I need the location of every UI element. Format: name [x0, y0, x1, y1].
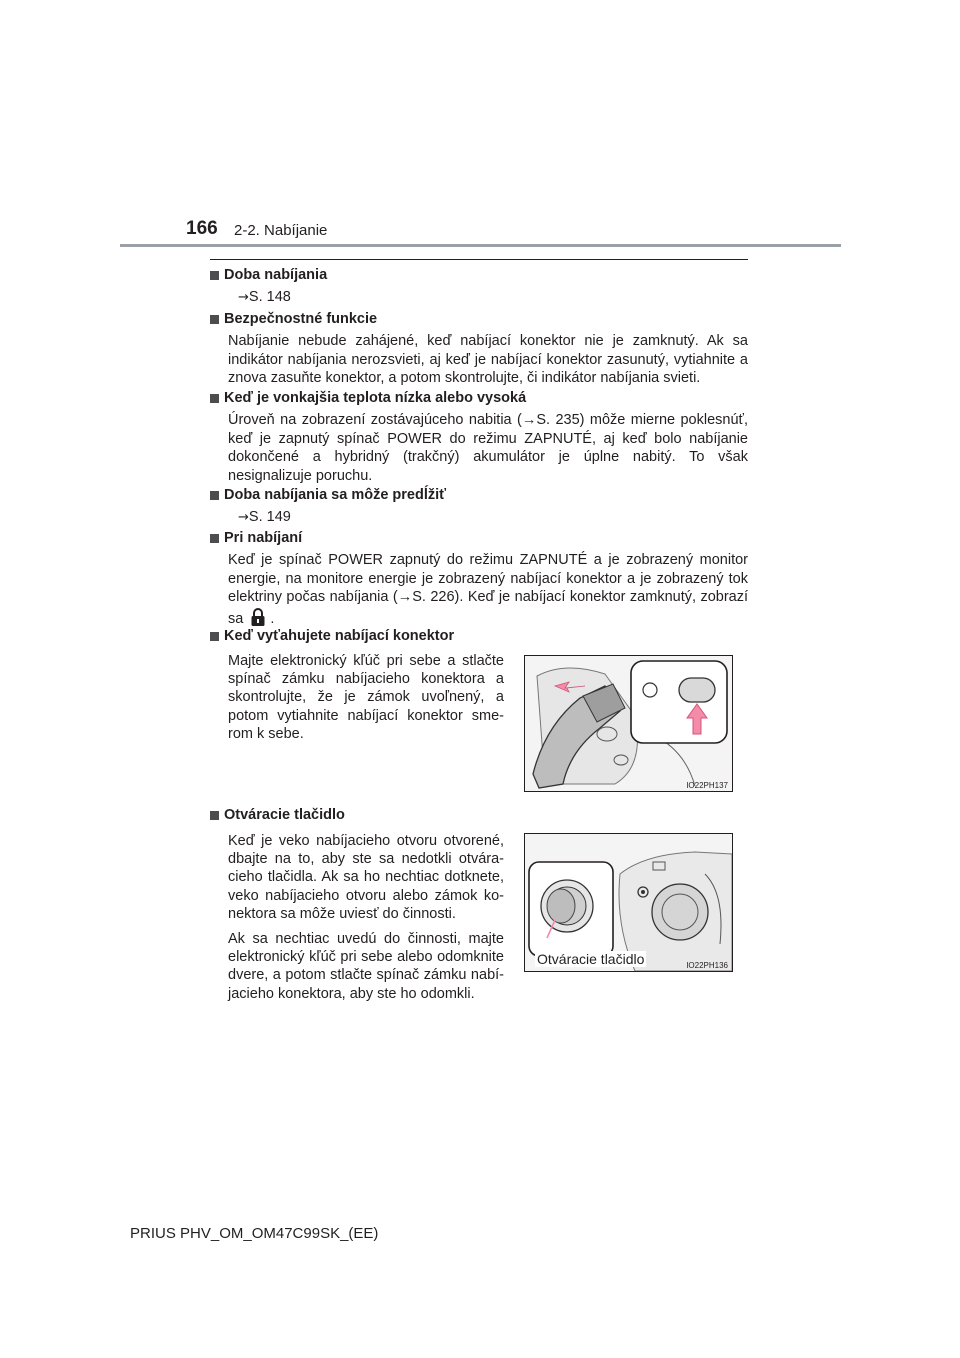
section-body: Majte elektronický kľúč pri sebe a stlačte spínač zámku nabíjacieho konektora a skontrolujte, že je zámok uvoľnený, a potom vytiahnite nabíjací konektor sme-rom k sebe.: [228, 653, 504, 742]
section-body: Úroveň na zobrazení zostávajúceho nabitia (→S. 235) môže mierne poklesnúť, keď je zapnutý spínač POWER do režimu ZAPNUTÉ, aj keď bolo nabíjanie dokončené a hybridný (trakčný) akumulátor je úplne nabitý. To však nesignalizuje poruchu.: [228, 412, 748, 484]
arrow-icon: →: [238, 290, 249, 305]
section-outside-temperature: [210, 388, 748, 485]
section-charging-time: [210, 265, 748, 305]
section-body: Keď je spínač POWER zapnutý do režimu ZAPNUTÉ a je zobrazený monitor energie, na monitore energie je zobrazený nabíjací konektor a je zobrazený tok elektriny počas nabíjania (→S. 226). Keď je nabíjací konektor zamknutý, zobrazí sa .: [228, 551, 748, 632]
open-button-figure: [524, 833, 733, 972]
section-safety-functions: [210, 309, 748, 388]
section-body: Keď je veko nabíjacieho otvoru otvorené, dbajte na to, aby ste sa nedotkli otvára-cieho tlačidla. Ak sa ho nechtiac dotknete, veko nabíjacieho otvoru alebo zámok ko-nektora sa môže uviesť do činnosti. Ak sa nechtiac uvedú do činnosti, majte elektronický kľúč pri sebe alebo odomknite dvere, a potom stlačte spínač zámku nabí-jacieho konektora, aby ste ho odomkli.: [228, 833, 504, 1002]
section-charging-time-longer: [210, 485, 748, 525]
section-heading: Keď vyťahujete nabíjací konektor: [224, 628, 455, 644]
section-heading: Otváracie tlačidlo: [224, 807, 345, 823]
section-body: Nabíjanie nebude zahájené, keď nabíjací konektor nie je zamknutý. Ak sa indikátor nabíjania nerozsvieti, aj keď je nabíjací konektor zasunutý, vytiahnite a znova zasuňte konektor, a potom skontrolujte, či indikátor nabíjania svieti.: [228, 333, 748, 386]
section-heading: Bezpečnostné funkcie: [224, 311, 378, 327]
page-reference: →S. 148: [238, 289, 291, 305]
section-removing-connector: [210, 626, 748, 646]
section-heading: Keď je vonkajšia teplota nízka alebo vysoká: [224, 390, 527, 406]
page-reference: →S. 149: [238, 509, 291, 525]
bullet-icon: [210, 491, 219, 500]
connector-unlock-figure: [524, 655, 733, 792]
section-heading: Doba nabíjania: [224, 267, 328, 283]
page-number: 166: [186, 218, 218, 239]
bullet-icon: [210, 315, 219, 324]
figure-code: IO22PH136: [686, 961, 728, 970]
bullet-icon: [210, 394, 219, 403]
bullet-icon: [210, 271, 219, 280]
bullet-icon: [210, 811, 219, 820]
content-rule: [210, 259, 748, 260]
figure-label: Otváracie tlačidlo: [537, 951, 645, 967]
section-heading: Pri nabíjaní: [224, 530, 303, 546]
section-heading: Doba nabíjania sa môže predĺžiť: [224, 487, 447, 503]
section-while-charging: [210, 528, 748, 632]
header-rule: [120, 244, 841, 247]
figure-code: IO22PH137: [686, 781, 728, 790]
arrow-icon: →: [238, 510, 249, 525]
document-code: PRIUS PHV_OM_OM47C99SK_(EE): [130, 1225, 379, 1242]
chapter-title: 2-2. Nabíjanie: [234, 222, 328, 239]
section-open-button: [210, 805, 748, 825]
connector-illustration: [525, 656, 732, 791]
bullet-icon: [210, 534, 219, 543]
bullet-icon: [210, 632, 219, 641]
